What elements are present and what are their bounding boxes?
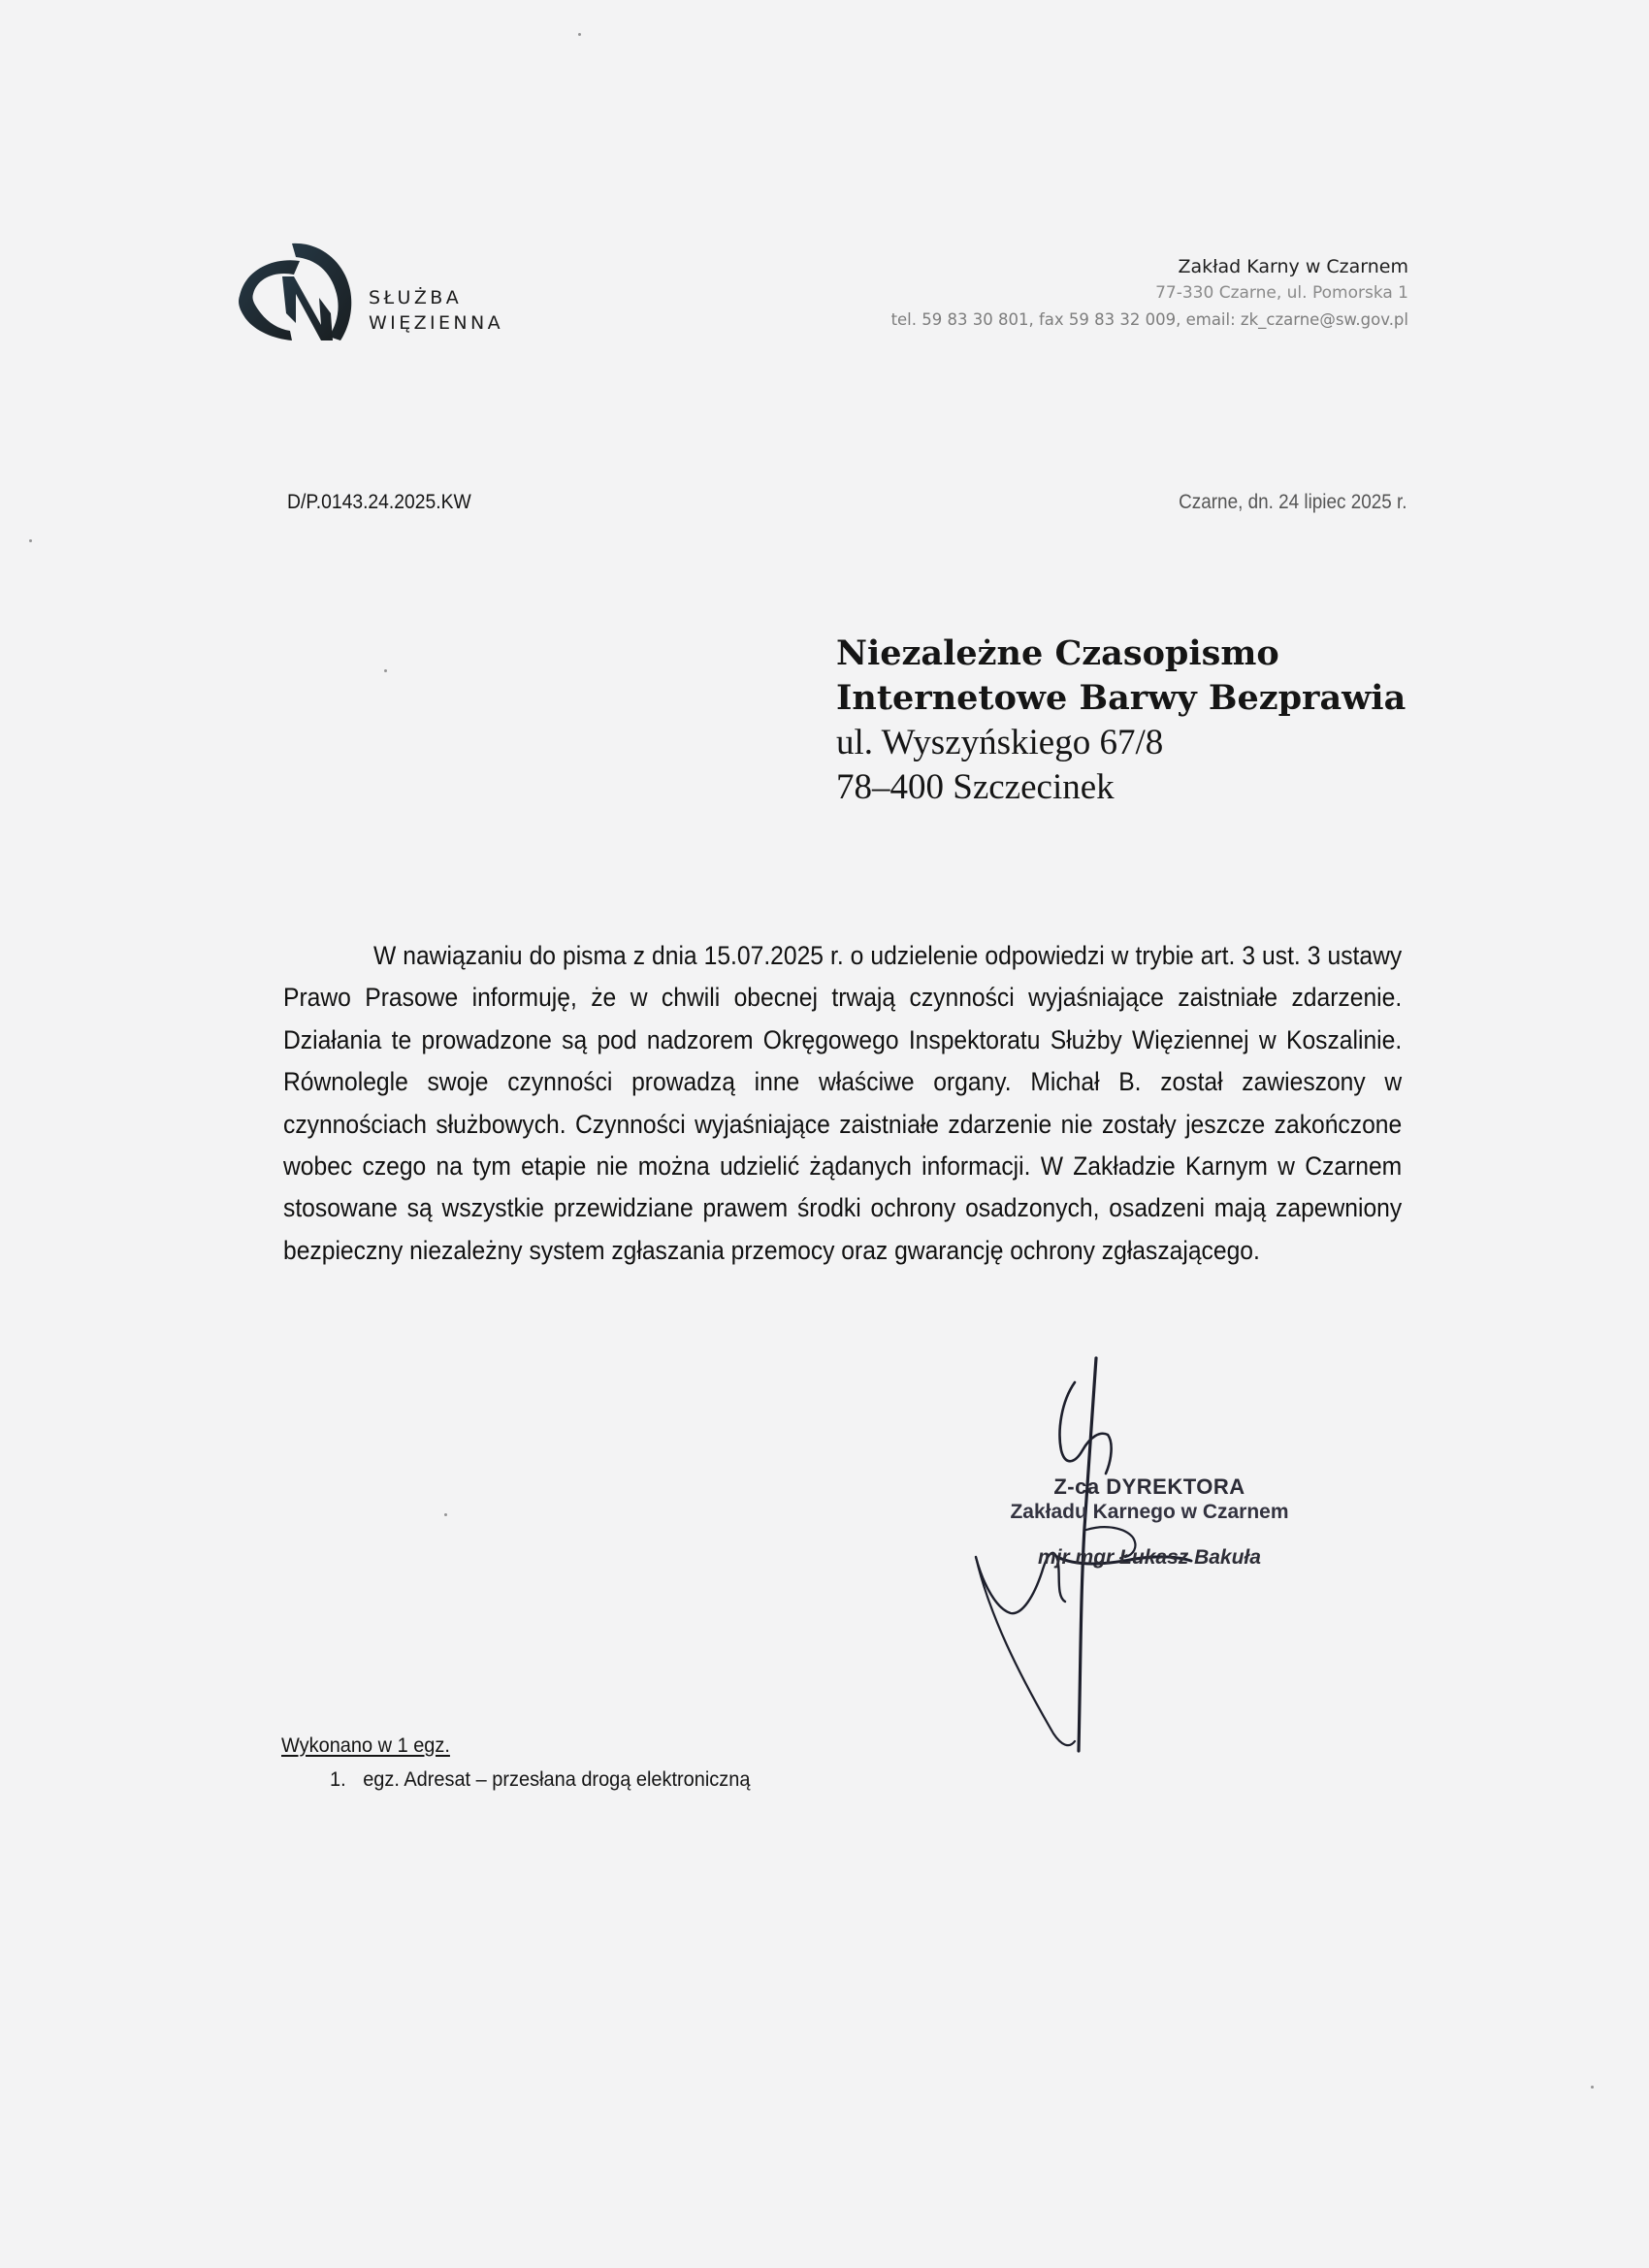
scan-speck — [578, 33, 581, 36]
reference-number: D/P.0143.24.2025.KW — [287, 491, 471, 513]
scan-speck — [444, 1513, 447, 1516]
stamp-institution: Zakładu Karnego w Czarnem — [1010, 1501, 1289, 1523]
recipient-name-line-1: Niezależne Czasopismo — [836, 633, 1279, 673]
institution-name: Zakład Karny w Czarnem — [1178, 256, 1408, 277]
letter-date: Czarne, dn. 24 lipiec 2025 r. — [1178, 491, 1406, 513]
institution-header — [891, 254, 1408, 333]
sluzba-wiezienna-logo-icon — [236, 236, 358, 342]
official-stamp — [970, 1474, 1329, 1570]
scan-speck — [29, 539, 32, 542]
recipient-street: ul. Wyszyńskiego 67/8 — [836, 723, 1164, 762]
distribution-item-text: egz. Adresat – przesłana drogą elektroniczną — [363, 1768, 751, 1791]
institution-address: 77-330 Czarne, ul. Pomorska 1 — [1155, 283, 1408, 303]
logo-wordmark — [369, 285, 503, 336]
distribution-item — [330, 1768, 750, 1792]
recipient-name-line-2: Internetowe Barwy Bezprawia — [836, 678, 1406, 718]
recipient-address — [836, 632, 1406, 810]
body-paragraph: W nawiązaniu do pisma z dnia 15.07.2025 r. o udzielenie odpowiedzi w trybie art. 3 ust. 3 ustawy Prawo Prasowe informuję, że w chwili obecnej trwają czynności wyjaśniające zaistniałe zdarzenie. Działania te prowadzone są pod nadzorem Okręgowego Inspektoratu Służby Więziennej w Koszalinie. Równolegle swoje czynności prowadzą inne właściwe organy. Michał B. został zawieszony w czynnościach służbowych. Czynności wyjaśniające zaistniałe zdarzenie nie zostały jeszcze zakończone wobec czego na tym etapie nie można udzielić żądanych informacji. W Zakładzie Karnym w Czarnem stosowane są wszystkie przewidziane prawem środki ochrony osadzonych, osadzeni mają zapewniony bezpieczny niezależny system zgłaszania przemocy oraz gwarancję ochrony zgłaszającego. — [283, 941, 1403, 1265]
letter-body — [283, 935, 1402, 1272]
distribution-item-number: 1. — [330, 1768, 346, 1791]
scan-speck — [1591, 2086, 1594, 2089]
institution-contact: tel. 59 83 30 801, fax 59 83 32 009, email: zk_czarne@sw.gov.pl — [890, 310, 1408, 329]
logo-line-1: SŁUŻBA — [369, 287, 463, 308]
scan-speck — [384, 669, 387, 672]
stamp-person: mjr mgr Łukasz Bakuła — [1038, 1546, 1261, 1569]
distribution-title: Wykonano w 1 egz. — [281, 1734, 450, 1757]
stamp-title: Z-ca DYREKTORA — [1053, 1474, 1245, 1499]
logo-line-2: WIĘZIENNA — [369, 312, 504, 334]
recipient-city: 78–400 Szczecinek — [836, 767, 1115, 807]
